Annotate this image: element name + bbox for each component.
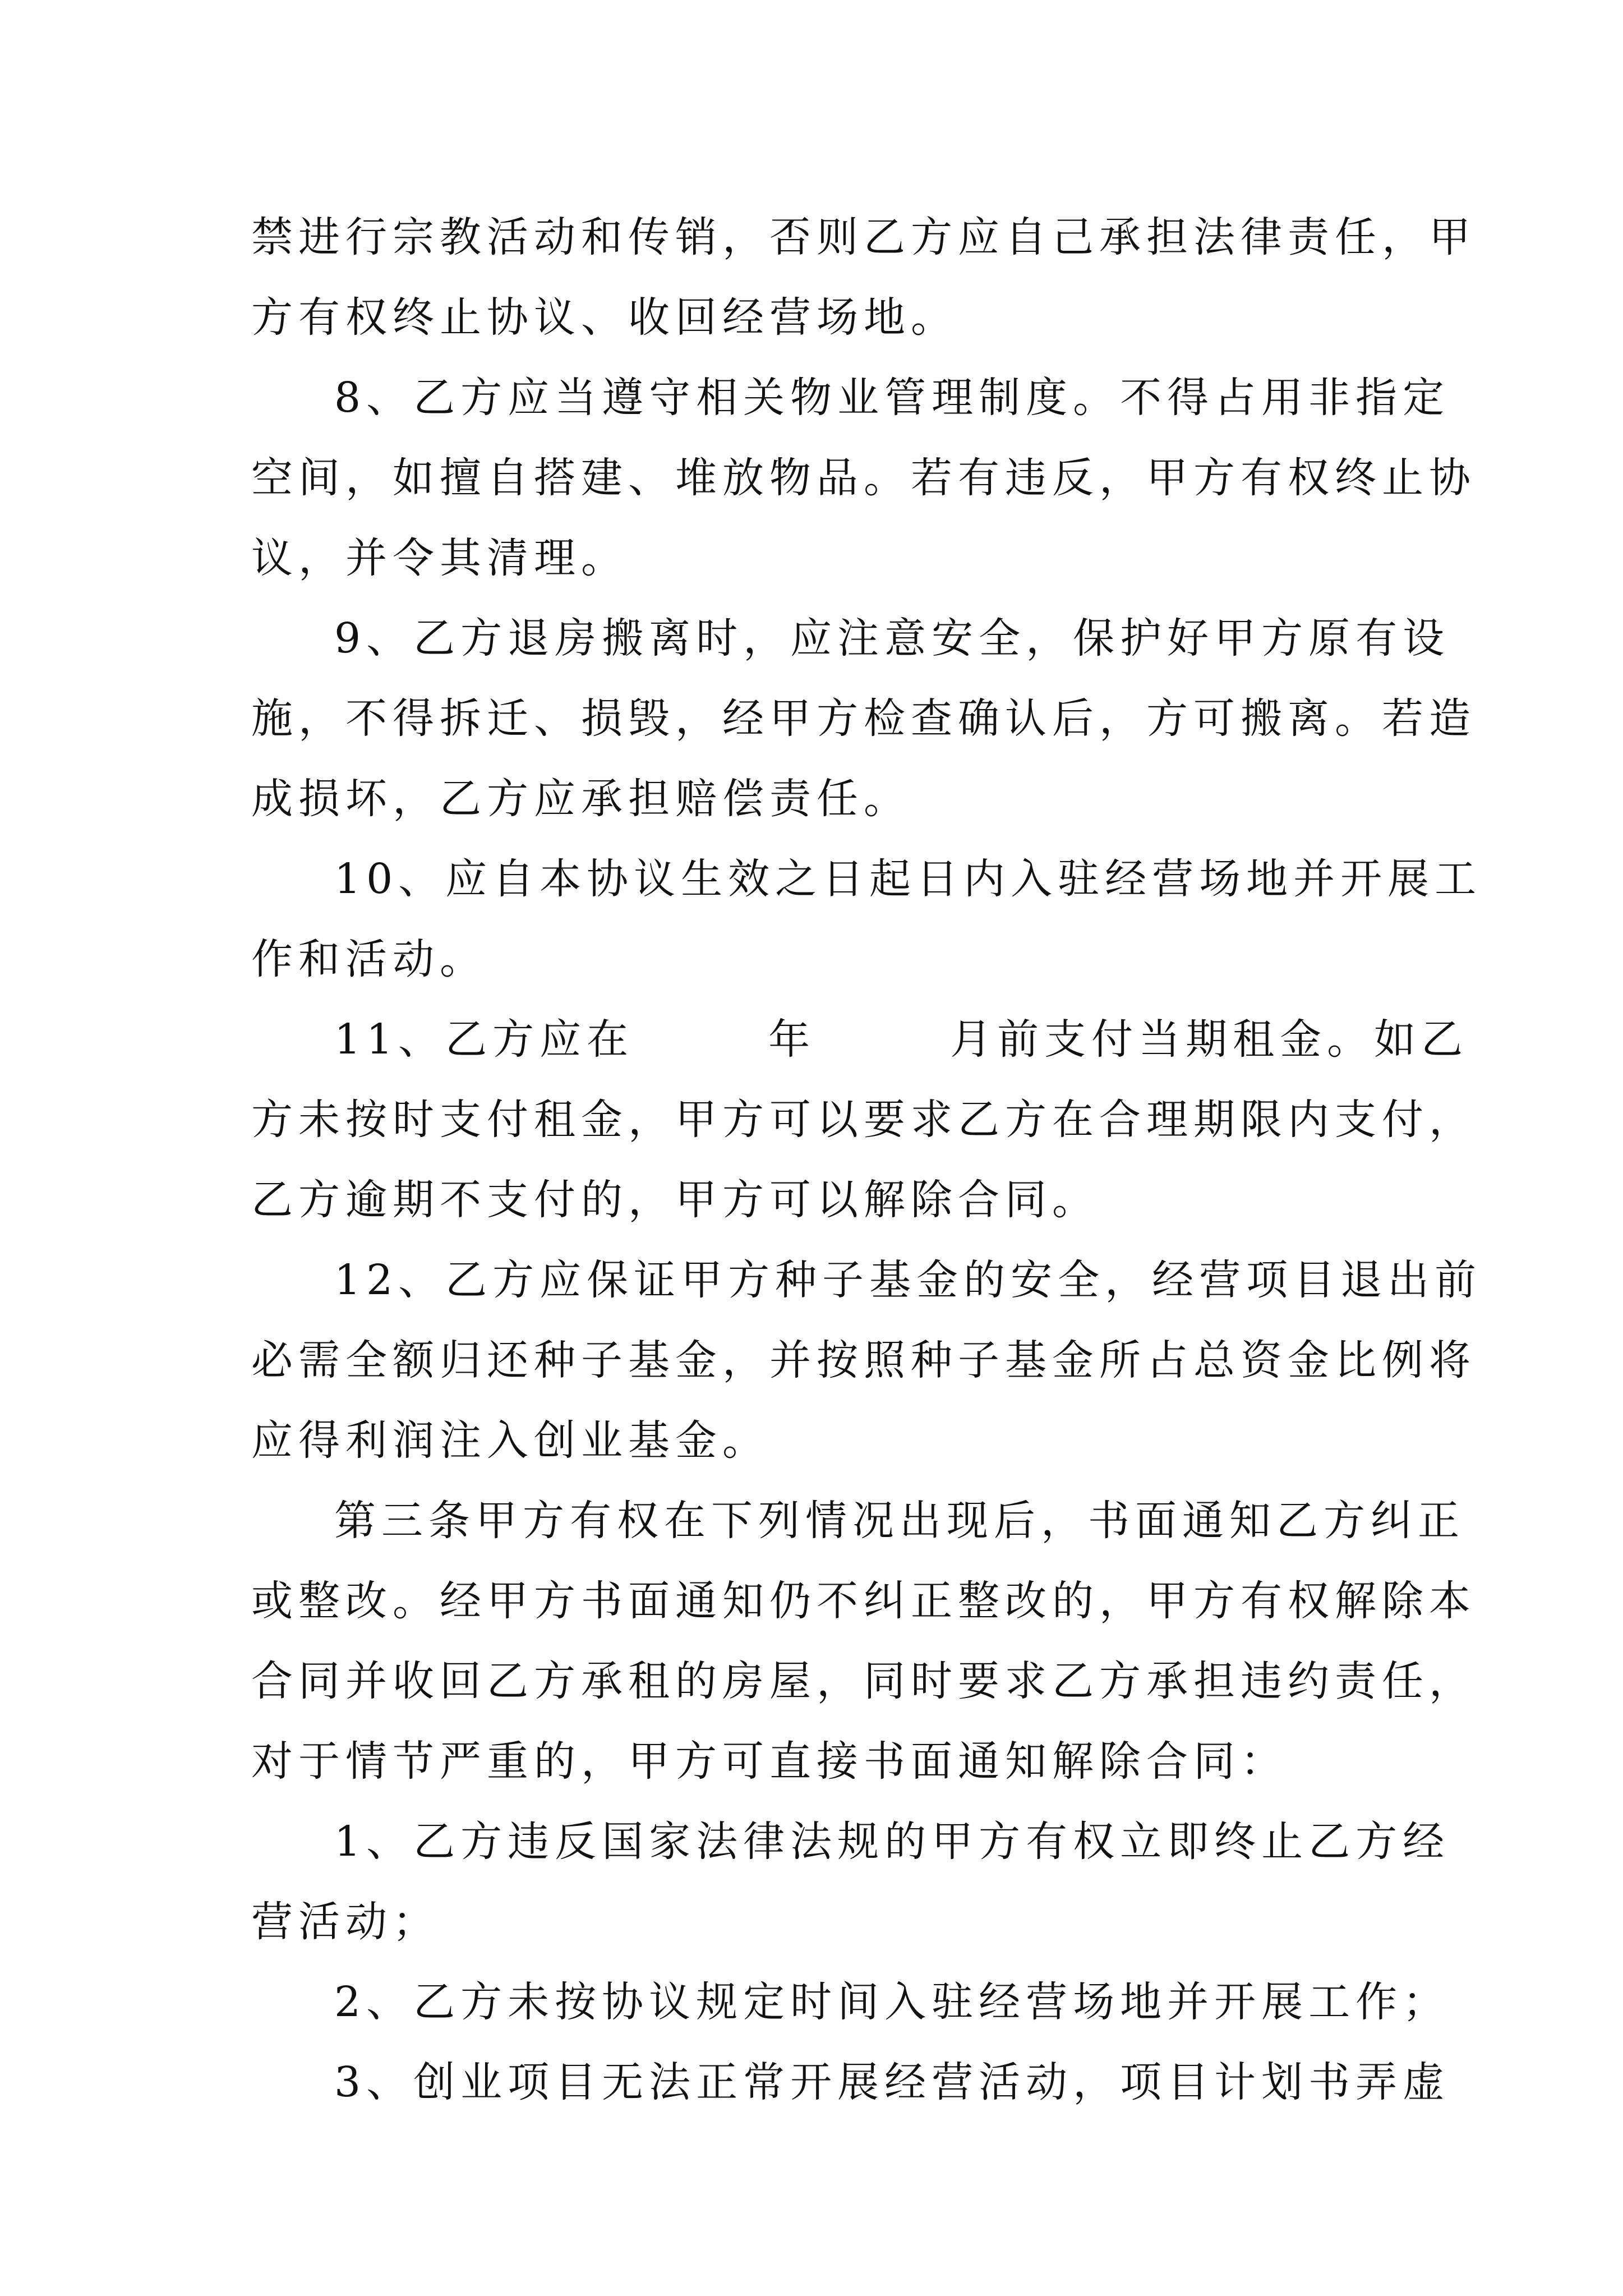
paragraph-line-item-3: 3、创业项目无法正常开展经营活动，项目计划书弄虚 [334,2058,1450,2106]
paragraph-line: 作和活动。 [251,935,487,983]
paragraph-line-clause-8: 8、乙方应当遵守相关物业管理制度。不得占用非指定 [334,374,1450,422]
paragraph-line-item-1: 1、乙方违反国家法律法规的甲方有权立即终止乙方经 [334,1818,1450,1866]
clause-11-year-label: 年 [768,1015,816,1064]
paragraph-line: 空间，如擅自搭建、堆放物品。若有违反，甲方有权终止协 [251,454,1476,502]
paragraph-line: 成损坏，乙方应承担赔偿责任。 [251,775,911,823]
paragraph-line: 议，并令其清理。 [251,534,628,582]
paragraph-line: 方有权终止协议、收回经营场地。 [251,293,958,342]
paragraph-line-clause-10: 10、应自本协议生效之日起日内入驻经营场地并开展工 [334,855,1482,903]
paragraph-line: 必需全额归还种子基金，并按照种子基金所占总资金比例将 [251,1336,1476,1384]
paragraph-line: 合同并收回乙方承租的房屋，同时要求乙方承担违约责任， [251,1657,1476,1705]
paragraph-line: 或整改。经甲方书面通知仍不纠正整改的，甲方有权解除本 [251,1577,1476,1625]
paragraph-line-clause-9: 9、乙方退房搬离时，应注意安全，保护好甲方原有设 [334,614,1450,662]
paragraph-line: 乙方逾期不支付的，甲方可以解除合同。 [251,1176,1099,1224]
paragraph-line-item-2: 2、乙方未按协议规定时间入驻经营场地并开展工作； [334,1978,1450,2026]
paragraph-line: 应得利润注入创业基金。 [251,1416,769,1465]
document-body [251,197,1482,2123]
paragraph-line: 施，不得拆迁、损毁，经甲方检查确认后，方可搬离。若造 [251,694,1476,743]
paragraph-line: 营活动； [251,1898,440,1946]
paragraph-line: 方未按时支付租金，甲方可以要求乙方在合理期限内支付， [251,1096,1476,1144]
clause-11-text-start: 11、乙方应在 [334,1015,634,1064]
paragraph-line: 对于情节严重的，甲方可直接书面通知解除合同： [251,1737,1288,1786]
paragraph-line: 禁进行宗教活动和传销，否则乙方应自己承担法律责任，甲 [251,213,1476,261]
paragraph-line-clause-11 [251,1000,1469,1080]
clause-11-text-end: 月前支付当期租金。如乙 [950,1015,1469,1064]
paragraph-line-clause-12: 12、乙方应保证甲方种子基金的安全，经营项目退出前 [334,1256,1482,1304]
paragraph-line-article-3: 第三条甲方有权在下列情况出现后，书面通知乙方纠正 [334,1497,1465,1545]
